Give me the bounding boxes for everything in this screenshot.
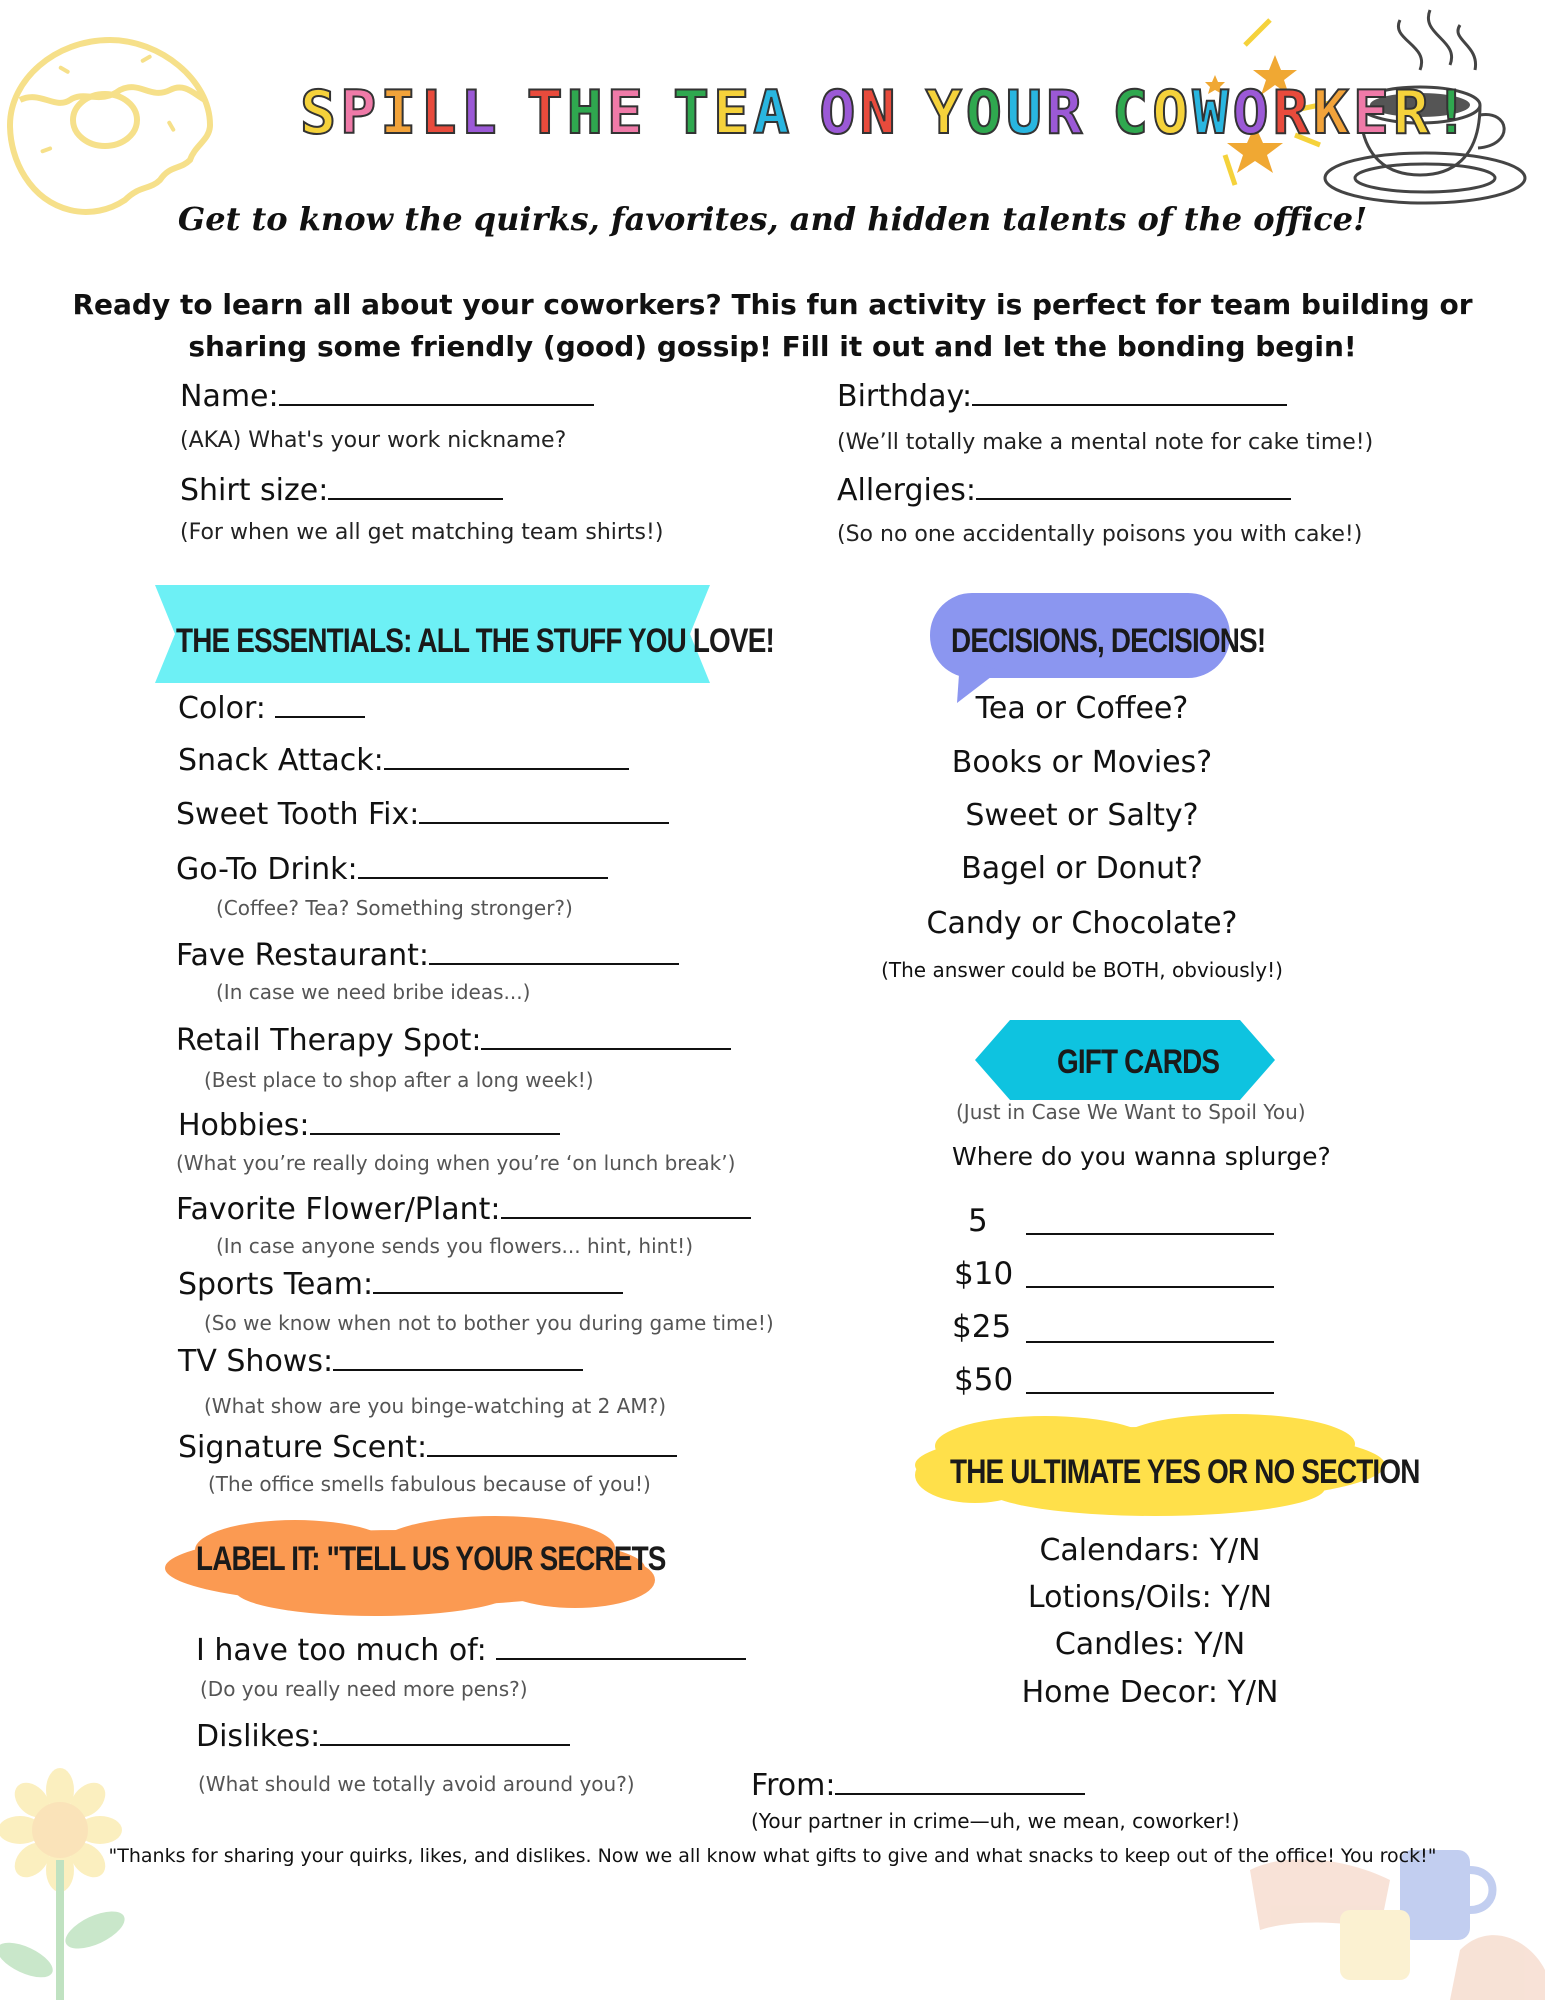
title-word [527, 78, 647, 148]
title-word [673, 78, 793, 148]
birthday-label: Birthday: [837, 379, 973, 414]
snack-field[interactable] [178, 742, 629, 778]
allergies-field[interactable] [837, 472, 1291, 508]
name-label: Name: [180, 379, 279, 414]
color-field[interactable] [178, 690, 365, 726]
birthday-field[interactable] [837, 378, 1287, 414]
drink-line[interactable] [358, 851, 608, 879]
title-word [819, 78, 899, 148]
title-word [300, 78, 501, 148]
retail-hint: (Best place to shop after a long week!) [204, 1068, 594, 1092]
gift-cards-heading: GIFT CARDS [1057, 1043, 1220, 1081]
donut-icon [0, 20, 230, 220]
flower-hint: (In case anyone sends you flowers... hint, hint!) [216, 1234, 693, 1258]
decision-item: Bagel or Donut? [961, 851, 1203, 886]
hobbies-hint: (What you’re really doing when you’re ‘on lunch break’) [176, 1151, 736, 1175]
yes-no-item: Candles: Y/N [1054, 1627, 1246, 1662]
scent-field[interactable] [178, 1429, 677, 1465]
title-letter: L [460, 78, 501, 148]
dislikes-hint: (What should we totally avoid around you?) [198, 1772, 635, 1796]
dislikes-field[interactable] [196, 1718, 570, 1754]
gift-card-amount: 5 [968, 1203, 988, 1239]
mugs-icon [1230, 1810, 1545, 2000]
title-letter: O [1152, 78, 1193, 148]
dislikes-label: Dislikes: [196, 1719, 321, 1754]
decisions-heading: DECISIONS, DECISIONS! [951, 622, 1266, 660]
gift-card-amount: $50 [954, 1362, 1014, 1398]
intro-text: Ready to learn all about your coworkers? This fun activity is perfect for team building or sharing some friendly (good) gossip! Fill it out and let the bonding begin! [72, 288, 1473, 363]
yes-no-item: Home Decor: Y/N [1021, 1675, 1279, 1710]
name-line[interactable] [279, 378, 594, 406]
sports-field[interactable] [178, 1266, 623, 1302]
title-letter: K [1312, 78, 1353, 148]
title-letter: S [300, 78, 341, 148]
yes-no-item: Calendars: Y/N [1039, 1533, 1261, 1568]
restaurant-hint: (In case we need bribe ideas...) [216, 980, 531, 1004]
shirt-size-line[interactable] [328, 472, 503, 500]
tv-shows-line[interactable] [333, 1343, 583, 1371]
too-much-line[interactable] [496, 1632, 746, 1660]
title-letter: H [566, 78, 607, 148]
snack-label: Snack Attack: [178, 743, 384, 778]
color-label: Color: [178, 691, 276, 726]
hobbies-label: Hobbies: [178, 1108, 310, 1143]
shirt-size-field[interactable] [180, 472, 503, 508]
snack-line[interactable] [384, 742, 629, 770]
retail-field[interactable] [176, 1022, 731, 1058]
gift-card-amount: $25 [952, 1309, 1012, 1345]
thanks-note: "Thanks for sharing your quirks, likes, and dislikes. Now we all know what gifts to give and what snacks to keep out of the office! You rock!" [108, 1845, 1437, 1867]
title-letter: O [819, 78, 860, 148]
sports-hint: (So we know when not to bother you during game time!) [204, 1311, 774, 1335]
tv-shows-label: TV Shows: [178, 1344, 334, 1379]
title-letter: Y [925, 78, 966, 148]
title-letter: N [859, 78, 900, 148]
title-letter: U [1005, 78, 1046, 148]
retail-line[interactable] [481, 1022, 731, 1050]
allergies-hint: (So no one accidentally poisons you with cake!) [837, 522, 1363, 547]
restaurant-field[interactable] [176, 937, 679, 973]
flower-label: Favorite Flower/Plant: [176, 1192, 501, 1227]
tv-shows-field[interactable] [178, 1343, 583, 1379]
hobbies-line[interactable] [310, 1107, 560, 1135]
yes-no-item: Lotions/Oils: Y/N [1027, 1580, 1273, 1615]
shirt-size-label: Shirt size: [180, 473, 329, 508]
title-letter: R [1393, 78, 1434, 148]
restaurant-line[interactable] [429, 937, 679, 965]
gift-cards-question: Where do you wanna splurge? [952, 1142, 1331, 1171]
sweet-tooth-line[interactable] [419, 796, 669, 824]
shirt-size-hint: (For when we all get matching team shirts!) [180, 520, 664, 545]
name-field[interactable] [180, 378, 594, 414]
title-letter: E [1352, 78, 1393, 148]
title-letter: W [1192, 78, 1233, 148]
title-letter: E [606, 78, 647, 148]
yes-no-heading: THE ULTIMATE YES OR NO SECTION [950, 1453, 1420, 1491]
title-letter: P [340, 78, 381, 148]
page-title [300, 78, 1474, 148]
essentials-heading: THE ESSENTIALS: ALL THE STUFF YOU LOVE! [176, 622, 774, 660]
title-letter: L [420, 78, 461, 148]
allergies-line[interactable] [976, 472, 1291, 500]
subtitle: Get to know the quirks, favorites, and hidden talents of the office! [177, 200, 1368, 238]
gift-card-line[interactable] [1026, 1207, 1274, 1235]
sweet-tooth-field[interactable] [176, 796, 669, 832]
scent-hint: (The office smells fabulous because of you!) [208, 1472, 651, 1496]
title-letter: E [713, 78, 754, 148]
title-letter: T [526, 78, 567, 148]
drink-field[interactable] [176, 851, 608, 887]
scent-line[interactable] [427, 1429, 677, 1457]
decision-item: Tea or Coffee? [975, 691, 1189, 726]
decision-item: Sweet or Salty? [965, 798, 1199, 833]
sunflower-icon [0, 1760, 150, 2000]
color-line[interactable] [275, 690, 365, 718]
title-letter: O [1232, 78, 1273, 148]
title-letter: O [965, 78, 1006, 148]
sports-label: Sports Team: [178, 1267, 374, 1302]
from-hint: (Your partner in crime—uh, we mean, coworker!) [751, 1809, 1240, 1833]
too-much-hint: (Do you really need more pens?) [200, 1677, 528, 1701]
flower-line[interactable] [501, 1191, 751, 1219]
drink-hint: (Coffee? Tea? Something stronger?) [216, 896, 573, 920]
decision-item: Candy or Chocolate? [926, 906, 1238, 941]
title-word [1112, 78, 1473, 148]
from-field[interactable] [751, 1767, 1085, 1803]
gift-card-line[interactable] [1026, 1366, 1274, 1394]
dislikes-line[interactable] [320, 1718, 570, 1746]
title-letter: I [380, 78, 421, 148]
restaurant-label: Fave Restaurant: [176, 938, 429, 973]
tv-shows-hint: (What show are you binge-watching at 2 AM?) [204, 1394, 667, 1418]
birthday-hint: (We’ll totally make a mental note for cake time!) [837, 430, 1374, 455]
gift-card-line[interactable] [1026, 1260, 1274, 1288]
flower-field[interactable] [176, 1191, 751, 1227]
decision-item: Books or Movies? [951, 745, 1213, 780]
title-letter: C [1112, 78, 1153, 148]
hobbies-field[interactable] [178, 1107, 560, 1143]
title-letter: R [1272, 78, 1313, 148]
too-much-label: I have too much of: [196, 1633, 497, 1668]
gift-card-amount: $10 [954, 1256, 1014, 1292]
sweet-tooth-label: Sweet Tooth Fix: [176, 797, 420, 832]
secrets-heading: LABEL IT: "TELL US YOUR SECRETS [196, 1540, 666, 1578]
title-letter: ! [1433, 78, 1474, 148]
gift-card-line[interactable] [1026, 1315, 1274, 1343]
sports-line[interactable] [373, 1266, 623, 1294]
scent-label: Signature Scent: [178, 1430, 428, 1465]
title-letter: T [673, 78, 714, 148]
allergies-label: Allergies: [837, 473, 977, 508]
decisions-note: (The answer could be BOTH, obviously!) [881, 958, 1283, 982]
from-line[interactable] [835, 1767, 1085, 1795]
from-label: From: [751, 1768, 836, 1803]
name-hint: (AKA) What's your work nickname? [180, 428, 567, 453]
too-much-field[interactable] [196, 1632, 746, 1668]
gift-cards-hint: (Just in Case We Want to Spoil You) [956, 1100, 1306, 1124]
retail-label: Retail Therapy Spot: [176, 1023, 482, 1058]
title-word [926, 78, 1087, 148]
drink-label: Go-To Drink: [176, 852, 358, 887]
birthday-line[interactable] [972, 378, 1287, 406]
title-letter: A [753, 78, 794, 148]
title-letter: R [1046, 78, 1087, 148]
